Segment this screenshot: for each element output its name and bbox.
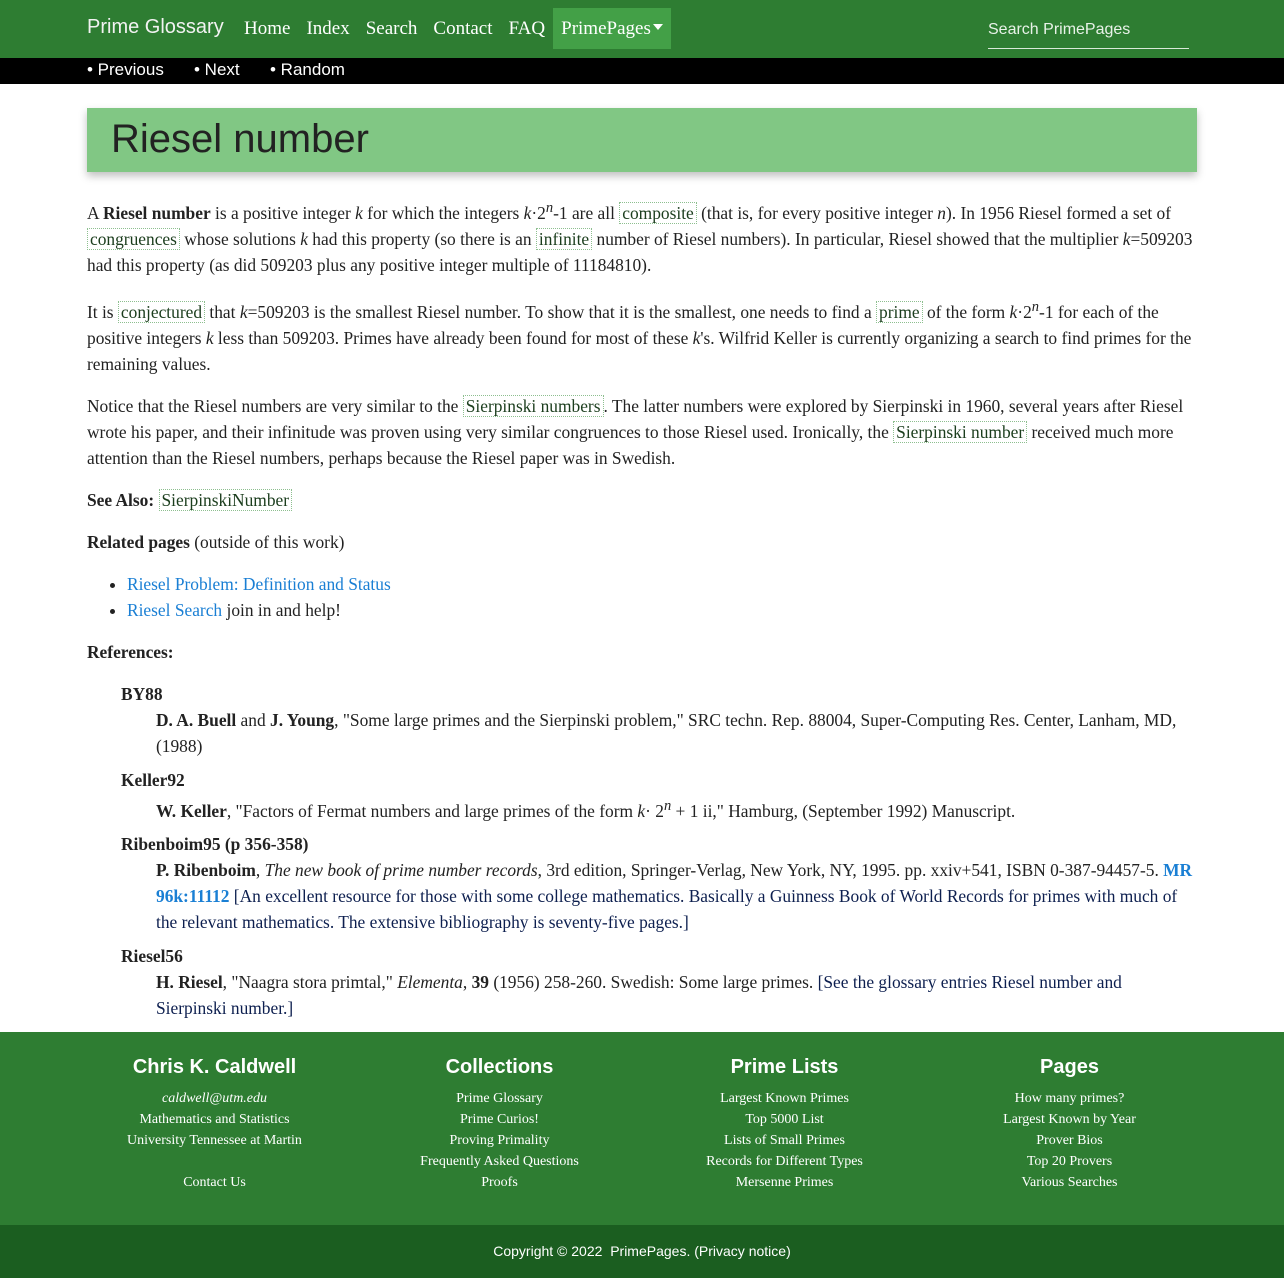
ref-key-keller92: Keller92 [121, 769, 185, 790]
paragraph-conjecture [87, 294, 1193, 377]
footer-link[interactable]: Largest Known by Year [1003, 1112, 1136, 1127]
title-card [87, 108, 1197, 172]
paragraph-definition [87, 195, 1193, 278]
list-item [127, 571, 1193, 597]
footer-col-prime-lists [642, 1056, 927, 1193]
footer-link[interactable]: Top 20 Provers [1026, 1154, 1113, 1169]
copyright-bar [0, 1225, 1284, 1278]
footer-link[interactable]: Lists of Small Primes [724, 1133, 845, 1148]
text: whose solutions [179, 228, 301, 249]
mr-review-link[interactable]: MR 96k:11112 [156, 860, 1193, 907]
top-navbar [0, 0, 1284, 58]
next-link[interactable]: • Next [194, 60, 240, 79]
text: number of Riesel numbers). In particular, Riesel showed that the multiplier [592, 228, 1123, 249]
var-k: k [1009, 301, 1018, 322]
footer-link[interactable]: Largest Known Primes [720, 1091, 849, 1106]
glossary-link-conjectured[interactable]: conjectured [118, 301, 205, 323]
see-also [87, 487, 1193, 513]
var-k: k [205, 327, 214, 348]
glossary-link-sierpinski-number[interactable]: Sierpinski number [893, 421, 1027, 443]
var-k: k [692, 327, 701, 348]
text: , [255, 860, 265, 881]
text: . The latter numbers were explored by Sierpinski in 1960, several years after Riesel wrote his paper, and their infinitude was proven using very similar congruences to those Riesel used. Ironically, the [87, 395, 1184, 442]
brand-link[interactable]: Prime Glossary [87, 16, 224, 38]
text: =509203 is the smallest Riesel number. To show that it is the smallest, one needs to find a [247, 301, 877, 322]
footer-heading: Pages [1040, 1056, 1099, 1078]
text: -1 are all [553, 202, 620, 223]
text: =509203 had this property (as did 509203 plus any positive integer multiple of 11184810). [87, 228, 1193, 275]
var-n: n [545, 200, 554, 216]
nav-contact[interactable]: Contact [433, 18, 493, 39]
footer-link[interactable]: Prime Glossary [456, 1091, 543, 1106]
ref-body-ribenboim95 [156, 857, 1193, 935]
text: that [205, 301, 240, 322]
var-n: n [663, 797, 672, 814]
text: , "Naagra stora primtal," [222, 972, 398, 993]
primepages-link[interactable]: PrimePages [610, 1243, 687, 1259]
related-label: Related pages [87, 531, 190, 552]
text: -1 for each of the positive integers [87, 301, 1159, 348]
text: ·2 [531, 202, 546, 223]
var-k: k [239, 301, 248, 322]
var-k: k [637, 800, 646, 821]
nav-primepages-dropdown[interactable] [553, 8, 671, 49]
email-link[interactable]: caldwell@utm.edu [161, 1091, 268, 1106]
nav-links [236, 8, 671, 49]
var-n: n [1031, 298, 1040, 315]
previous-link[interactable]: • Previous [87, 60, 164, 79]
references-heading [87, 639, 1193, 665]
related-list [87, 571, 1193, 623]
var-k: k [1122, 228, 1131, 249]
copyright-text: Copyright © 2022 [493, 1243, 603, 1259]
text: is a positive integer [210, 202, 356, 223]
list-item [127, 597, 1193, 623]
footer-heading: Collections [445, 1056, 554, 1078]
text: (that is, for every positive integer [696, 202, 938, 223]
text: and [236, 709, 271, 730]
search-box [988, 14, 1189, 49]
footer-link[interactable]: Mersenne Primes [735, 1175, 834, 1190]
footer-heading: Chris K. Caldwell [132, 1056, 297, 1078]
footer-text: University Tennessee at Martin [127, 1133, 302, 1148]
text: , "Some large primes and the Sierpinski problem," SRC techn. Rep. 88004, Super-Computing Res. Center, Lanham, MD, (1988) [156, 709, 1177, 756]
footer-link[interactable]: Prover Bios [1036, 1133, 1103, 1148]
riesel-problem-link[interactable]: Riesel Problem: Definition and Status [127, 573, 391, 594]
ref-body-keller92 [156, 793, 1193, 824]
text: received much more attention than the Riesel numbers, perhaps because the Riesel paper was in Swedish. [87, 421, 1174, 468]
ref-body-by88 [156, 707, 1193, 759]
ref-key-ribenboim95: Ribenboim95 (p 356-358) [121, 834, 309, 855]
contact-us-link[interactable]: Contact Us [183, 1175, 246, 1190]
glossary-link-composite[interactable]: composite [619, 202, 696, 224]
var-k: k [355, 202, 363, 223]
nav-index[interactable]: Index [306, 18, 350, 39]
text: A [87, 202, 103, 223]
footer-link[interactable]: Records for Different Types [706, 1154, 863, 1169]
nav-home[interactable]: Home [244, 18, 291, 39]
var-n: n [937, 202, 946, 223]
text: · 2 [645, 800, 664, 821]
random-link[interactable]: • Random [270, 60, 345, 79]
ref-note: [An excellent resource for those with some college mathematics. Basically a Guinness Book of World Records for primes with much of the relevant mathematics. The extensive bibliography is seventy-five pages.] [156, 886, 1178, 933]
nav-search[interactable]: Search [365, 18, 418, 39]
text: (1956) 258-260. Swedish: Some large primes. [488, 972, 818, 993]
footer-link[interactable]: Proving Primality [449, 1133, 550, 1148]
text: , "Factors of Fermat numbers and large primes of the form [226, 800, 638, 821]
footer [0, 1032, 1284, 1225]
glossary-link-prime[interactable]: prime [876, 301, 923, 323]
search-input[interactable] [988, 14, 1189, 46]
text: of the form [922, 301, 1010, 322]
footer-link[interactable]: Prime Curios! [460, 1112, 539, 1127]
ref-volume: 39 [471, 972, 489, 993]
sub-navbar [0, 58, 1284, 84]
ref-author: J. Young [270, 709, 335, 730]
ref-key-by88: BY88 [121, 683, 163, 704]
ref-note: [See the glossary entries Riesel number and Sierpinski number.] [156, 972, 1122, 1019]
text: ·2 [1017, 301, 1032, 322]
ref-key-riesel56: Riesel56 [121, 946, 183, 967]
text: . ( [686, 1243, 699, 1259]
term-bold: Riesel number [102, 202, 211, 223]
footer-link[interactable]: How many primes? [1014, 1091, 1125, 1106]
caret-down-icon [653, 24, 663, 30]
footer-link[interactable]: Frequently Asked Questions [420, 1154, 579, 1169]
text: , [462, 972, 472, 993]
footer-col-pages [927, 1056, 1212, 1193]
footer-text: Mathematics and Statistics [139, 1112, 290, 1127]
nav-faq[interactable]: FAQ [508, 18, 546, 39]
ref-author: H. Riesel [156, 972, 223, 993]
text: less than 509203. Primes have already been found for most of these [213, 327, 693, 348]
glossary-link-congruences[interactable]: congruences [87, 228, 180, 250]
text: had this property (so there is an [307, 228, 536, 249]
footer-link[interactable]: Proofs [481, 1175, 518, 1190]
text: , 3rd edition, Springer-Verlag, New York, NY, 1995. pp. xxiv+541, ISBN 0-387-94457-5. [537, 860, 1164, 881]
related-heading [87, 529, 1193, 555]
footer-col-author [72, 1056, 357, 1193]
glossary-link-sierpinskinumber[interactable]: SierpinskiNumber [159, 489, 293, 511]
privacy-notice-link[interactable]: Privacy notice [698, 1243, 787, 1259]
footer-col-collections [357, 1056, 642, 1193]
main-content [87, 195, 1193, 1021]
page-title: Riesel number [111, 117, 369, 161]
var-k: k [300, 228, 308, 249]
ref-book-title: The new book of prime number records [264, 860, 538, 881]
text: for which the integers [362, 202, 524, 223]
paragraph-sierpinski [87, 393, 1193, 471]
ref-author: P. Ribenboim [156, 860, 256, 881]
footer-link[interactable]: Top 5000 List [745, 1112, 824, 1127]
footer-link[interactable]: Various Searches [1021, 1175, 1118, 1190]
references-label: References: [87, 641, 174, 662]
glossary-link-sierpinski-numbers[interactable]: Sierpinski numbers [463, 395, 604, 417]
glossary-link-infinite[interactable]: infinite [536, 228, 592, 250]
text: 's. Wilfrid Keller is currently organizing a search to find primes for the remaining values. [87, 327, 1192, 374]
nav-primepages-label: PrimePages [561, 18, 651, 39]
ref-journal: Elementa [397, 972, 463, 993]
riesel-search-link[interactable]: Riesel Search [127, 599, 223, 620]
text: ). In 1956 Riesel formed a set of [945, 202, 1172, 223]
text: join in and help! [222, 599, 341, 620]
var-k: k [523, 202, 532, 223]
footer-spacer [72, 1151, 357, 1172]
footer-heading: Prime Lists [730, 1056, 839, 1078]
ref-body-riesel56 [156, 969, 1193, 1021]
see-also-label: See Also: [87, 489, 155, 510]
text: + 1 ii," Hamburg, (September 1992) Manuscript. [671, 800, 1016, 821]
text: Notice that the Riesel numbers are very similar to the [87, 395, 463, 416]
text: ) [786, 1243, 791, 1259]
text: It is [87, 301, 118, 322]
ref-author: W. Keller [156, 800, 227, 821]
ref-author: D. A. Buell [156, 709, 237, 730]
references-list [121, 681, 1193, 1022]
related-note: (outside of this work) [189, 531, 345, 552]
